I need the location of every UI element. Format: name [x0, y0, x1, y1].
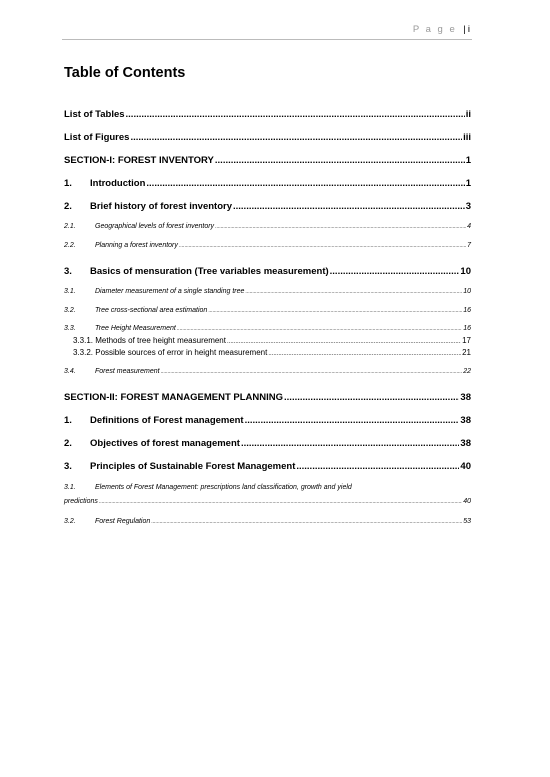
toc-entry-number: 3.2.: [64, 307, 76, 314]
page-header: [413, 24, 470, 35]
toc-entry-page: 38: [460, 438, 471, 449]
dot-leader: [330, 266, 460, 277]
dot-leader: [179, 242, 466, 249]
toc-entry-page: 16: [463, 325, 471, 332]
toc-entry-page: 3: [465, 201, 471, 212]
toc-title: Table of Contents: [64, 65, 186, 81]
toc-entry-forest-measurement[interactable]: [64, 368, 471, 375]
toc-entry-number: 2.2.: [64, 242, 76, 249]
toc-entry-list-of-tables[interactable]: [64, 109, 471, 120]
toc-entry-number: 3.2.: [64, 518, 76, 525]
page-separator: |: [463, 24, 466, 35]
toc-entry-label: Brief history of forest inventory: [90, 201, 232, 212]
toc-entry-number: 3.1.: [64, 288, 76, 295]
toc-entry-number: 2.: [64, 201, 72, 212]
toc-entry-forest-regulation[interactable]: [64, 518, 471, 525]
dot-leader: [130, 132, 462, 143]
toc-entry-diameter-measurement[interactable]: [64, 288, 471, 295]
dot-leader: [151, 518, 462, 525]
toc-entry-brief-history[interactable]: [64, 201, 471, 212]
toc-entry-geographical-levels[interactable]: [64, 223, 471, 230]
dot-leader: [208, 307, 462, 314]
toc-entry-label: SECTION-II: FOREST MANAGEMENT PLANNING: [64, 392, 284, 403]
toc-entry-page: 7: [467, 242, 471, 249]
dot-leader: [245, 415, 460, 426]
dot-leader: [99, 498, 462, 505]
toc-entry-label: Forest measurement: [95, 368, 160, 375]
toc-entry-list-of-figures[interactable]: [64, 132, 471, 143]
dot-leader: [245, 288, 462, 295]
toc-entry-label: Tree cross-sectional area estimation: [95, 307, 208, 314]
toc-entry-label: Elements of Forest Management: prescriptions land classification, growth and yield: [95, 484, 352, 491]
toc-entry-page: 40: [460, 461, 471, 472]
toc-entry-label: Geographical levels of forest inventory: [95, 223, 215, 230]
toc-entry-number: 2.: [64, 438, 72, 449]
toc-entry-number: 3.: [64, 461, 72, 472]
toc-entry-label: Introduction: [90, 178, 146, 189]
toc-entry-page: 4: [467, 223, 471, 230]
toc-entry-label: Planning a forest inventory: [95, 242, 178, 249]
dot-leader: [215, 155, 465, 166]
toc-entry-label: predictions: [64, 498, 98, 505]
toc-entry-label: Principles of Sustainable Forest Management: [90, 461, 296, 472]
toc-entry-elements-line1[interactable]: [64, 484, 471, 491]
dot-leader: [227, 336, 461, 345]
toc-entry-page: ii: [465, 109, 471, 120]
toc-entry-label: Tree Height Measurement: [95, 325, 176, 332]
toc-entry-number: 3.1.: [64, 484, 76, 491]
toc-entry-objectives[interactable]: [64, 438, 471, 449]
toc-entry-planning-inventory[interactable]: [64, 242, 471, 249]
dot-leader: [284, 392, 459, 403]
toc-entry-definitions[interactable]: [64, 415, 471, 426]
toc-entry-page: 1: [465, 178, 471, 189]
toc-entry-label: Diameter measurement of a single standing tree: [95, 288, 245, 295]
toc-entry-height-errors[interactable]: [64, 348, 471, 357]
dot-leader: [161, 368, 463, 375]
toc-entry-number: 3.: [64, 266, 72, 277]
toc-entry-label: List of Figures: [64, 132, 130, 143]
page-label: P a g e: [412, 24, 457, 35]
toc-entry-number: 3.3.: [64, 325, 76, 332]
dot-leader: [215, 223, 466, 230]
toc-entry-elements-line2[interactable]: [64, 498, 471, 505]
dot-leader: [233, 201, 465, 212]
dot-leader: [268, 348, 461, 357]
dot-leader: [146, 178, 464, 189]
toc-entry-number: 1.: [64, 415, 72, 426]
toc-entry-section-2[interactable]: [64, 392, 471, 403]
toc-entry-page: 16: [463, 307, 471, 314]
toc-entry-label: Basics of mensuration (Tree variables measurement): [90, 266, 329, 277]
dot-leader: [241, 438, 459, 449]
toc-entry-label: SECTION-I: FOREST INVENTORY: [64, 155, 214, 166]
toc-entry-label: Objectives of forest management: [90, 438, 240, 449]
toc-entry-label: Definitions of Forest management: [90, 415, 244, 426]
dot-leader: [126, 109, 465, 120]
toc-entry-tree-height[interactable]: [64, 325, 471, 332]
toc-entry-page: 1: [465, 155, 471, 166]
page-number: i: [467, 24, 470, 35]
toc-entry-page: 22: [463, 368, 471, 375]
toc-entry-number: 2.1.: [64, 223, 76, 230]
toc-entry-number: 3.4.: [64, 368, 76, 375]
toc-entry-page: 40: [463, 498, 471, 505]
toc-entry-page: 38: [460, 415, 471, 426]
toc-entry-page: 17: [462, 336, 471, 345]
dot-leader: [296, 461, 459, 472]
toc-entry-label: 3.3.2. Possible sources of error in height measurement: [73, 348, 268, 357]
toc-entry-page: 21: [462, 348, 471, 357]
toc-entry-number: 1.: [64, 178, 72, 189]
toc-entry-section-1[interactable]: [64, 155, 471, 166]
toc-entry-page: 10: [460, 266, 471, 277]
toc-entry-cross-sectional-area[interactable]: [64, 307, 471, 314]
toc-entry-height-methods[interactable]: [64, 336, 471, 345]
toc-entry-page: 10: [463, 288, 471, 295]
toc-entry-label: Forest Regulation: [95, 518, 151, 525]
dot-leader: [177, 325, 462, 332]
toc-entry-principles[interactable]: [64, 461, 471, 472]
header-rule: [62, 39, 472, 40]
toc-entry-page: iii: [463, 132, 471, 143]
toc-entry-page: 38: [460, 392, 471, 403]
toc-entry-page: 53: [463, 518, 471, 525]
toc-entry-label: 3.3.1. Methods of tree height measurement: [73, 336, 226, 345]
toc-entry-label: List of Tables: [64, 109, 125, 120]
toc-entry-introduction[interactable]: [64, 178, 471, 189]
toc-entry-basics-mensuration[interactable]: [64, 266, 471, 277]
